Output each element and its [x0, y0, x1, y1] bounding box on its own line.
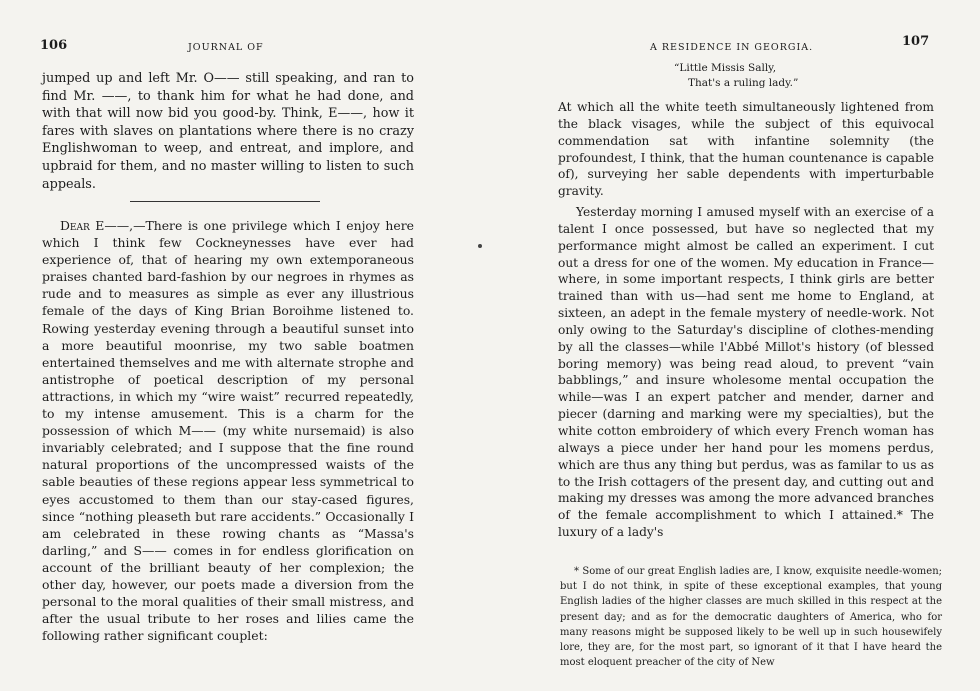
- paragraph-two: Yesterday morning I amused myself with an exercise of a talent I once possessed, but have so neglected that my performance might almost be called an experiment. I cut out a dress for one of the women. My education in France—where, in some important respects, I think girls are better trained than with us—had sent me home to England, at sixteen, an adept in the female mystery of needle-work. Not only owing to the Saturday's discipline of clothes-mending by all the classes—while l'Abbé Millot's history (of blessed boring memory) was being read aloud, to prevent “vain babblings,” and insure wholesome mental occupation the while—was I an expert patcher and mender, darner and piecer (darning and marking were my specialties), but the white cotton embroidery of which every French woman has always a piece under her hand pour les momens perdus, which are thus any thing but perdus, was as familar to us as to the Irish cottagers of the present day, and cutting out and making my dresses was among the more advanced branches of the female accomplishment to which I attained.* The luxury of a lady's: [558, 205, 934, 540]
- page-number: 107: [902, 34, 930, 49]
- page-speck: [478, 244, 482, 248]
- left-page-header: [40, 38, 460, 60]
- verse-line-2: That's a ruling lady.”: [688, 77, 799, 89]
- verse-line-1: “Little Missis Sally,: [674, 62, 777, 74]
- footnote: * Some of our great English ladies are, I know, exquisite needle-women; but I do not think, in spite of these exceptional examples, that young English ladies of the higher classes are much skilled in this respect at the present day; and as for the democratic daughters of America, who for many reasons might be supposed likely to be well up in such housewifely lore, they are, for the most part, so ignorant of it that I have heard the most eloquent preacher of the city of New: [560, 566, 942, 669]
- page-number: 106: [40, 38, 68, 53]
- letter-body: —There is one privilege which I enjoy here which I think few Cockneynesses have ever had experience of, that of hearing my own extemporaneous praises chanted bard-fashion by our negroes in rhymes as rude and to measures as simple as ever any illustrious female of the days of King Brian Boroihme listened to. Rowing yesterday evening through a beautiful sunset into a more beautiful moonrise, my two sable boatmen entertained themselves and me with alternate strophe and antistrophe of poetical description of my personal attractions, in which my “wire waist” recurred repeatedly, to my intense amusement. This is a charm for the possession of which M—— (my white nursemaid) is also invariably celebrated; and I suppose that the fine round natural proportions of the uncompressed waists of the sable beauties of these regions appear less symmetrical to eyes accustomed to them than our stay-cased figures, since “nothing pleaseth but rare accidents.” Occasionally I am celebrated in these rowing chants as “Massa's darling,” and S—— comes in for endless glorification on account of the brilliant beauty of her complexion; the other day, however, our poets made a diversion from the personal to the moral qualities of their small mistress, and after the usual tribute to her roses and lilies came the following rather significant couplet:: [42, 218, 414, 644]
- letter-paragraph: [42, 217, 414, 644]
- running-head: JOURNAL OF: [188, 42, 264, 53]
- right-page: [490, 0, 980, 691]
- section-divider: [130, 201, 320, 202]
- continuing-paragraph: jumped up and left Mr. O—— still speaking, and ran to find Mr. ——, to thank him for what he had done, and with that will now bid you good-by. Think, E——, how it fares with slaves on plantations where there is no crazy Englishwoman to weep, and entreat, and implore, and upbraid for them, and no master willing to listen to such appeals.: [42, 71, 414, 192]
- running-head: A RESIDENCE IN GEORGIA.: [650, 42, 814, 53]
- paragraph-one: At which all the white teeth simultaneously lightened from the black visages, while the subject of this equivocal commendation sat with infantine solemnity (the profoundest, I think, that the human countenance is capable of), surveying her sable dependents with imperturbable gravity.: [558, 100, 934, 199]
- right-page-header: [550, 34, 930, 60]
- letter-salutation: Dear E——,: [60, 218, 134, 233]
